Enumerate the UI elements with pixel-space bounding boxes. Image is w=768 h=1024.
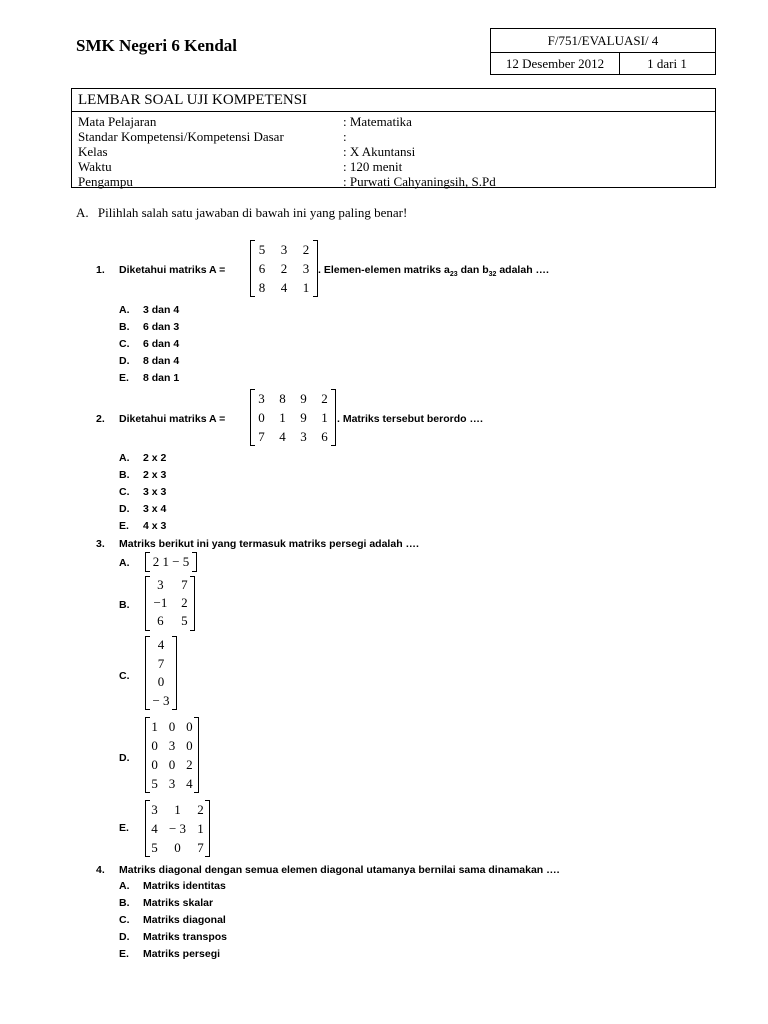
matrix-cell: 4 [280,280,288,295]
option-text: 8 dan 1 [143,372,180,384]
option-text: Matriks skalar [143,897,214,909]
form-date: 12 Desember 2012 [491,52,620,75]
option-letter: E. [119,372,129,384]
matrix-cell: 2 [321,391,328,406]
option-text: 2 x 2 [143,452,167,464]
option-text: 8 dan 4 [143,355,180,367]
q1-option [119,372,180,384]
info-label: Mata Pelajaran [78,114,157,129]
matrix-cell: − 3 [168,821,187,836]
matrix-cell: 3 [168,738,176,753]
option-letter: B. [119,469,130,481]
matrix-cell: 2 1 − 5 [152,554,190,569]
q2-option [119,486,167,498]
matrix-cell: 1 [151,719,158,734]
matrix-cell: 1 [174,802,181,817]
q1-post [318,264,549,278]
q4-number: 4. [96,864,105,876]
matrix-cell: − 3 [152,692,170,708]
matrix-cell: 1 [302,280,310,295]
section-letter: A. [76,205,89,220]
option-letter: E. [119,948,129,960]
info-title: LEMBAR SOAL UJI KOMPETENSI [72,89,715,112]
q4-option [119,880,226,892]
matrix-cell: 0 [168,757,176,772]
matrix-cell: 3 [302,261,310,276]
matrix-cell: 7 [181,577,188,592]
q1-option [119,321,180,333]
option-text: Matriks diagonal [143,914,226,926]
option-letter: A. [119,452,130,464]
q3-option-d-matrix [145,717,199,793]
q2-number: 2. [96,413,105,425]
option-letter: D. [119,355,130,367]
option-text: 4 x 3 [143,520,167,532]
matrix-cell: 0 [151,757,158,772]
page-number: 1 dari 1 [647,56,687,71]
q1-matrix [250,240,318,297]
matrix-cell: 0 [157,674,165,689]
q4-option [119,948,221,960]
q2-matrix [250,389,336,446]
matrix-cell: 9 [300,410,307,425]
q1-sub1: 23 [449,271,458,279]
matrix-cell: 7 [157,655,165,671]
info-box [71,88,716,188]
q1-sub2: 32 [488,271,497,279]
option-letter: A. [119,304,130,316]
matrix-cell: 3 [280,242,288,257]
matrix-cell: 9 [300,391,307,406]
option-text: 3 x 3 [143,486,167,498]
q3-option-e-matrix [145,800,210,857]
info-label: Pengampu [78,174,133,189]
q1-pre: Diketahui matriks A = [119,264,226,276]
q4-option [119,931,228,943]
matrix-cell: 3 [151,802,158,817]
matrix-cell: 7 [258,429,265,444]
option-text: 2 x 3 [143,469,167,481]
matrix-cell: 4 [151,821,158,836]
matrix-cell: 0 [174,840,181,855]
matrix-cell: 5 [181,613,188,628]
matrix-cell: 8 [279,391,286,406]
info-value: : Matematika [343,114,412,129]
q2-option [119,503,167,515]
option-letter: D. [119,503,130,515]
matrix-cell: 5 [151,840,158,855]
matrix-cell: 0 [151,738,158,753]
q4-text: Matriks diagonal dengan semua elemen diagonal utamanya bernilai sama dinamakan …. [119,864,560,876]
matrix-cell: 5 [258,242,266,257]
option-text: 6 dan 3 [143,321,180,333]
matrix-cell: 4 [157,637,165,652]
q3-option-letter: B. [119,599,130,611]
matrix-cell: 4 [186,776,193,791]
q1-post-b: dan b [457,264,489,276]
option-letter: B. [119,897,130,909]
q1-option [119,338,180,350]
q2-option [119,469,167,481]
option-text: 3 dan 4 [143,304,180,316]
q2-option [119,520,167,532]
option-text: Matriks identitas [143,880,226,892]
matrix-cell: 3 [300,429,307,444]
matrix-cell: 5 [151,776,158,791]
school-name: SMK Negeri 6 Kendal [76,36,238,55]
q3-number: 3. [96,538,105,550]
matrix-cell: 0 [168,719,176,734]
option-letter: E. [119,520,129,532]
matrix-cell: 6 [157,613,164,628]
matrix-cell: 2 [197,802,204,817]
q3-option-c-matrix [145,636,177,710]
option-letter: C. [119,338,130,350]
option-letter: B. [119,321,130,333]
q3-option-letter: E. [119,822,129,834]
matrix-cell: 7 [197,840,204,855]
matrix-cell: 0 [186,719,193,734]
q1-option [119,304,180,316]
option-letter: D. [119,931,130,943]
q1-option [119,355,180,367]
info-label: Waktu [78,159,112,174]
info-value: : X Akuntansi [343,144,416,159]
matrix-cell: −1 [153,595,168,610]
q3-option-letter: A. [119,557,130,569]
matrix-cell: 2 [181,595,188,610]
matrix-cell: 2 [280,261,288,276]
option-text: Matriks persegi [143,948,221,960]
matrix-cell: 0 [186,738,193,753]
option-letter: C. [119,486,130,498]
q1-post-c: adalah …. [496,264,549,276]
q3-option-letter: D. [119,752,130,764]
q2-option [119,452,167,464]
q4-option [119,914,226,926]
matrix-cell: 1 [279,410,286,425]
matrix-cell: 2 [186,757,193,772]
form-code-box [490,28,716,75]
q1-post-a: . Elemen-elemen matriks a [318,264,450,276]
info-value: : Purwati Cahyaningsih, S.Pd [343,174,496,189]
matrix-cell: 4 [279,429,286,444]
option-letter: A. [119,880,130,892]
matrix-cell: 6 [321,429,328,444]
option-letter: C. [119,914,130,926]
option-text: 6 dan 4 [143,338,180,350]
matrix-cell: 2 [302,242,310,257]
matrix-cell: 0 [258,410,265,425]
q3-option-b-matrix [145,576,195,631]
q2-post: . Matriks tersebut berordo …. [337,413,483,425]
q1-number: 1. [96,264,105,276]
option-text: Matriks transpos [143,931,228,943]
info-value: : [343,129,347,144]
matrix-cell: 3 [157,577,164,592]
info-label: Standar Kompetensi/Kompetensi Dasar [78,129,284,144]
q3-option-letter: C. [119,670,130,682]
matrix-cell: 6 [258,261,266,276]
form-code: F/751/EVALUASI/ 4 [491,29,715,53]
section-instruction [76,205,407,221]
matrix-cell: 3 [258,391,265,406]
info-value: : 120 menit [343,159,403,174]
instruction-text: Pilihlah salah satu jawaban di bawah ini yang paling benar! [97,205,408,220]
q3-option-a-matrix [145,552,197,572]
q4-option [119,897,214,909]
q3-text: Matriks berikut ini yang termasuk matriks persegi adalah …. [119,538,419,550]
q2-pre: Diketahui matriks A = [119,413,226,425]
matrix-cell: 3 [168,776,176,791]
info-label: Kelas [78,144,108,159]
matrix-cell: 1 [197,821,204,836]
matrix-cell: 1 [321,410,328,425]
matrix-cell: 8 [258,280,266,295]
option-text: 3 x 4 [143,503,167,515]
